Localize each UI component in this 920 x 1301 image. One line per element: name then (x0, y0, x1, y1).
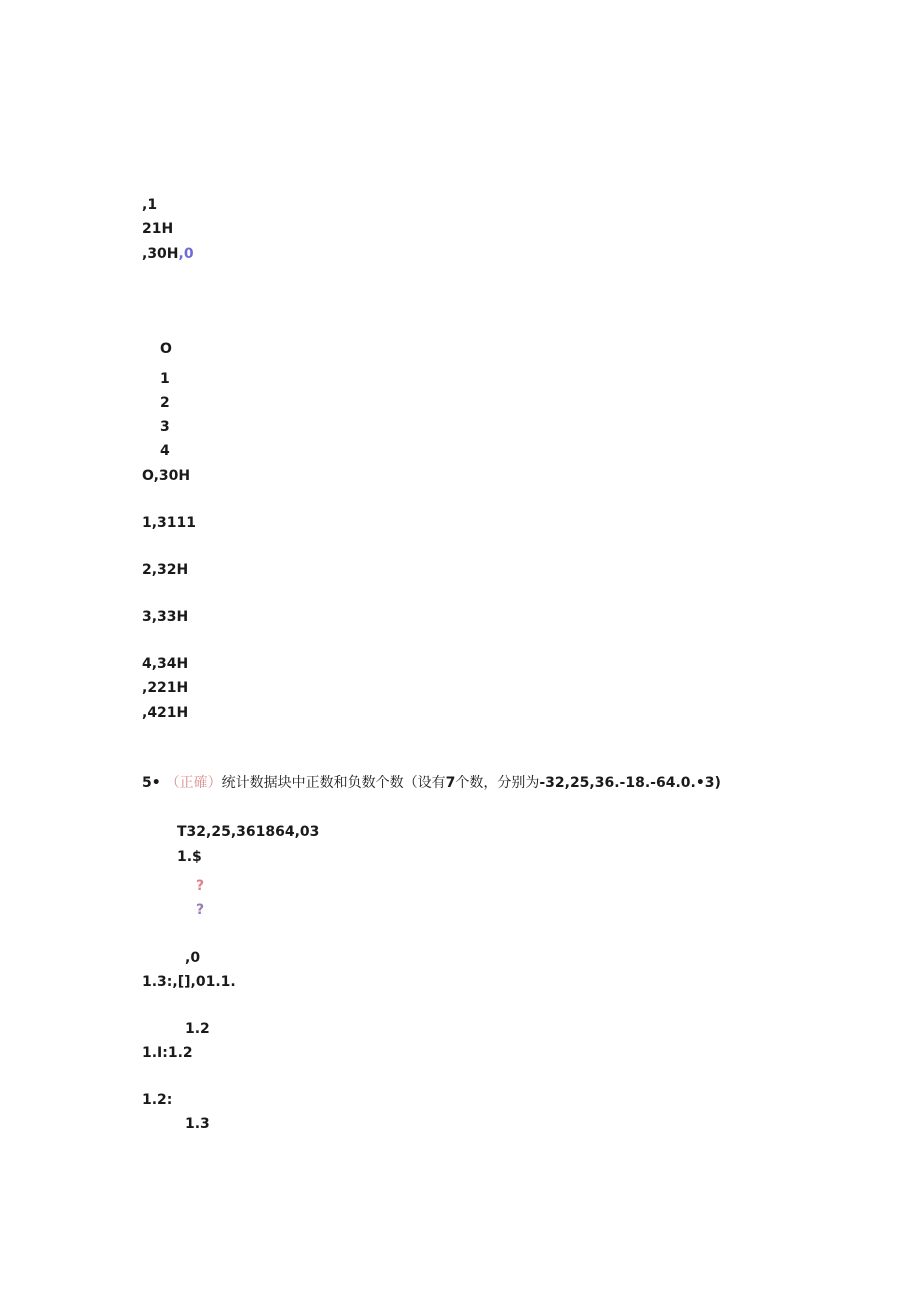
text-line: ,421H (142, 705, 189, 721)
text-line: 1,3111 (142, 515, 197, 531)
list-item: 2 (160, 395, 170, 411)
code-line: 1.I:1.2 (142, 1045, 193, 1061)
code-line: T32,25,361864,03 (177, 824, 320, 840)
text-line: 4,34H (142, 656, 189, 672)
question-heading (142, 774, 721, 792)
text-line: 2,32H (142, 562, 189, 578)
code-line: ,0 (185, 950, 201, 966)
text-line: ,1 (142, 197, 158, 213)
code-line: 1.3 (185, 1116, 210, 1132)
question-mark: ? (196, 902, 205, 918)
text-line: 3,33H (142, 609, 189, 625)
question-mark: ? (196, 878, 205, 894)
question-count: 7 (445, 775, 456, 791)
text-segment: ,30H (142, 246, 179, 262)
text-line: ,221H (142, 680, 189, 696)
code-line: 1.$ (177, 849, 202, 865)
list-item: O (160, 341, 172, 357)
highlight-text: ,0 (178, 246, 194, 262)
list-item: 4 (160, 443, 170, 459)
code-line: 1.2 (185, 1021, 210, 1037)
text-line (142, 245, 194, 263)
question-number: 5• (142, 775, 161, 791)
question-tag: （正確） (165, 775, 222, 791)
question-text: 统计数据块中正数和负数个数（设有 (221, 775, 446, 791)
text-line: O,30H (142, 468, 191, 484)
list-item: 1 (160, 371, 170, 387)
text-line: 21H (142, 221, 174, 237)
list-item: 3 (160, 419, 170, 435)
code-line: 1.3:,[],01.1. (142, 974, 236, 990)
code-line: 1.2: (142, 1092, 173, 1108)
question-text-2: 个数，分别为 (455, 775, 540, 791)
question-values: -32,25,36.-18.-64.0.•3) (539, 775, 721, 791)
